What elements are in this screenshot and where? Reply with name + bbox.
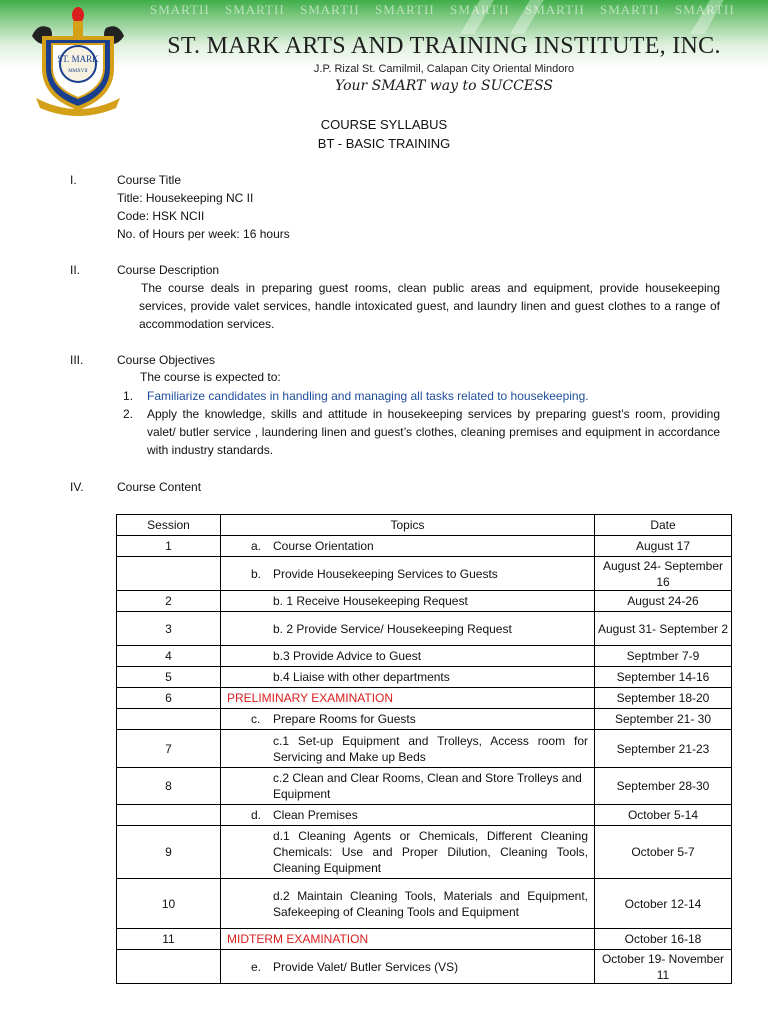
watermark-text: SMARTII — [450, 2, 510, 17]
table-row — [117, 826, 732, 879]
exam-label: PRELIMINARY EXAMINATION — [227, 691, 394, 705]
session-cell — [117, 950, 221, 984]
topic-cell — [221, 536, 595, 557]
date-cell: October 19- November 11 — [595, 950, 732, 984]
topic-cell — [221, 612, 595, 646]
date-cell: September 18-20 — [595, 688, 732, 709]
date-cell: October 5-14 — [595, 805, 732, 826]
watermark-text: SMARTII — [225, 2, 285, 17]
session-cell — [117, 709, 221, 730]
date-cell: August 17 — [595, 536, 732, 557]
topic-marker: a. — [251, 539, 262, 553]
topic-cell — [221, 688, 595, 709]
course-hours-line: No. of Hours per week: 16 hours — [117, 227, 290, 241]
table-header-row — [117, 515, 732, 536]
session-cell: 10 — [117, 879, 221, 929]
section-heading: Course Description — [117, 263, 220, 277]
session-cell: 4 — [117, 646, 221, 667]
header-session: Session — [117, 515, 221, 536]
topic-cell — [221, 826, 595, 879]
table-row — [117, 557, 732, 591]
topic-cell — [221, 805, 595, 826]
table-row — [117, 688, 732, 709]
date-cell: August 24- September 16 — [595, 557, 732, 591]
date-cell: September 28-30 — [595, 768, 732, 805]
section-number: IV. — [70, 480, 84, 494]
institute-tagline: Your SMART way to SUCCESS — [335, 78, 553, 94]
watermark-text: SMARTII — [675, 2, 735, 17]
date-cell: September 21-23 — [595, 730, 732, 768]
course-code-line: Code: HSK NCII — [117, 209, 205, 223]
table-row — [117, 805, 732, 826]
header-date: Date — [595, 515, 732, 536]
topic-marker: d. — [251, 808, 262, 822]
date-cell: October 5-7 — [595, 826, 732, 879]
session-cell: 11 — [117, 929, 221, 950]
session-cell: 9 — [117, 826, 221, 879]
topic-cell — [221, 591, 595, 612]
date-cell: October 12-14 — [595, 879, 732, 929]
objective-number: 1. — [123, 389, 134, 403]
logo-text: ST. MARK — [57, 54, 99, 64]
session-cell: 3 — [117, 612, 221, 646]
topic-text: c.2 Clean and Clear Rooms, Clean and Store Trolleys and Equipment — [273, 771, 582, 801]
logo-year: MMXVII — [68, 69, 88, 74]
topic-text: c.1 Set-up Equipment and Trolleys, Access room for Servicing and Make up Beds — [273, 733, 588, 764]
table-row — [117, 536, 732, 557]
session-cell — [117, 557, 221, 591]
table-row — [117, 730, 732, 768]
course-title-line: Title: Housekeeping NC II — [117, 191, 254, 205]
session-cell: 2 — [117, 591, 221, 612]
topic-marker: c. — [251, 712, 261, 726]
date-cell: September 14-16 — [595, 667, 732, 688]
date-cell: August 24-26 — [595, 591, 732, 612]
topic-cell — [221, 929, 595, 950]
watermark-text: SMARTII — [525, 2, 585, 17]
table-row — [117, 709, 732, 730]
date-cell: October 16-18 — [595, 929, 732, 950]
topic-cell — [221, 709, 595, 730]
topic-text: Prepare Rooms for Guests — [273, 712, 416, 726]
institute-address: J.P. Rizal St. Camilmil, Calapan City Oriental Mindoro — [313, 63, 575, 75]
topic-cell — [221, 646, 595, 667]
topic-cell — [221, 768, 595, 805]
objective-number: 2. — [123, 407, 134, 421]
watermark-text: SMARTII — [300, 2, 360, 17]
course-content-table — [116, 514, 732, 984]
topic-text: b. 2 Provide Service/ Housekeeping Request — [273, 621, 512, 636]
topic-marker: e. — [251, 959, 262, 974]
section-heading: Course Objectives — [117, 353, 216, 367]
topic-text: d.1 Cleaning Agents or Chemicals, Different Cleaning Chemicals: Use and Proper Dilution, Cleaning Tools, Cleaning Equipment — [273, 829, 588, 875]
session-cell — [117, 805, 221, 826]
topic-cell — [221, 730, 595, 768]
table-row — [117, 950, 732, 984]
topic-text: b.4 Liaise with other departments — [273, 670, 450, 684]
topic-cell — [221, 879, 595, 929]
topic-text: Clean Premises — [273, 808, 358, 822]
section-heading: Course Content — [117, 480, 202, 494]
topic-text: b.3 Provide Advice to Guest — [273, 649, 422, 663]
doc-subtitle: BT - BASIC TRAINING — [317, 136, 451, 151]
header-topics: Topics — [221, 515, 595, 536]
topic-text: Provide Housekeeping Services to Guests — [273, 566, 498, 581]
watermark-text: SMARTII — [600, 2, 660, 17]
table-row — [117, 667, 732, 688]
section-number: III. — [70, 353, 84, 367]
table-row — [117, 612, 732, 646]
table-row — [117, 768, 732, 805]
session-cell: 6 — [117, 688, 221, 709]
objectives-intro: The course is expected to: — [140, 370, 281, 384]
table-row — [117, 646, 732, 667]
session-cell: 8 — [117, 768, 221, 805]
date-cell: Septmber 7-9 — [595, 646, 732, 667]
session-cell: 5 — [117, 667, 221, 688]
section-number: II. — [70, 263, 81, 277]
section-heading: Course Title — [117, 173, 182, 187]
section-number: I. — [70, 173, 77, 187]
session-cell: 1 — [117, 536, 221, 557]
date-cell: August 31- September 2 — [595, 612, 732, 646]
table-row — [117, 929, 732, 950]
session-cell: 7 — [117, 730, 221, 768]
topic-cell — [221, 557, 595, 591]
watermark-text: SMARTII — [150, 2, 210, 17]
topic-text: d.2 Maintain Cleaning Tools, Materials and Equipment, Safekeeping of Cleaning Tools and Equipment — [273, 888, 588, 919]
doc-title: COURSE SYLLABUS — [320, 117, 448, 132]
exam-label: MIDTERM EXAMINATION — [227, 932, 369, 946]
topic-cell — [221, 667, 595, 688]
topic-text: Provide Valet/ Butler Services (VS) — [273, 959, 459, 974]
institute-name: ST. MARK ARTS AND TRAINING INSTITUTE, INC. — [167, 33, 721, 59]
school-seal-logo — [22, 6, 134, 118]
watermark-text: SMARTII — [375, 2, 435, 17]
objective-text: Familiarize candidates in handling and managing all tasks related to housekeeping. — [147, 389, 589, 403]
table-row — [117, 879, 732, 929]
topic-text: b. 1 Receive Housekeeping Request — [273, 594, 468, 608]
objective-text: Apply the knowledge, skills and attitude in housekeeping services by preparing guest’s room, providing valet/ butler service , laundering linen and guest’s clothes, cleaning premises and equipment in accordance with industry standards. — [147, 407, 720, 457]
topic-marker: b. — [251, 566, 262, 581]
table-row — [117, 591, 732, 612]
topic-cell — [221, 950, 595, 984]
date-cell: September 21- 30 — [595, 709, 732, 730]
course-description: The course deals in preparing guest rooms, clean public areas and equipment, provide housekeeping services, provide valet services, handle intoxicated guest, and laundry linen and guest clothes to a range of accommodation services. — [139, 281, 720, 331]
topic-text: Course Orientation — [273, 539, 374, 553]
